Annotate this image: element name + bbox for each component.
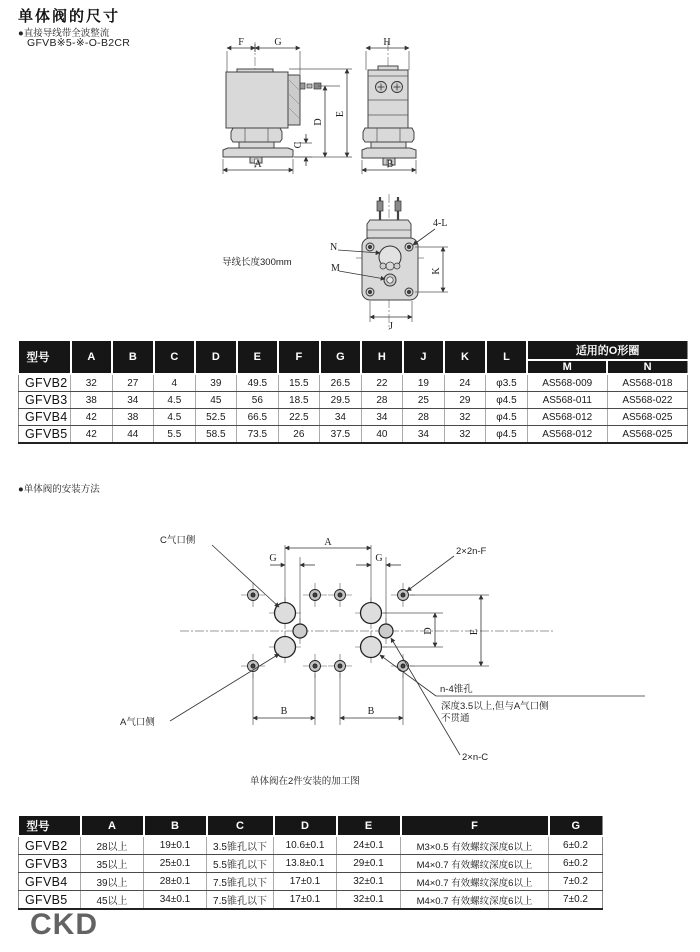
cell: 24±0.1 [337,836,401,855]
f-holes-label: 2×2n-F [456,546,487,557]
cell: 37.5 [320,426,362,444]
mnt-dim-E: E [469,628,480,636]
cell: 32 [444,409,486,426]
cell: 42 [71,409,113,426]
table-row [19,836,603,855]
cell: 35以上 [81,855,144,873]
cell: 49.5 [237,374,279,392]
model-cell: GFVB5 [19,426,71,444]
dim-label-A: A [254,159,262,170]
cell: 56 [237,392,279,409]
valve-dimension-drawing [190,38,470,338]
cell: AS568-012 [527,426,607,444]
cell: 6±0.2 [549,836,603,855]
cell: M3×0.5 有效螺纹深度6以上 [401,836,549,855]
col-header: F [278,341,320,374]
cell: 42 [71,426,113,444]
cell: AS568-009 [527,374,607,392]
cell: 34 [320,409,362,426]
dimension-table [18,341,688,444]
flange-side [223,148,293,157]
model-cell: GFVB3 [19,392,71,409]
col-header: D [274,816,337,836]
cell: 5.5 [154,426,196,444]
cell: 6±0.2 [549,855,603,873]
col-header: C [207,816,274,836]
model-cell: GFVB5 [19,891,81,910]
hex-nut-front [363,128,414,142]
cell: 26.5 [320,374,362,392]
bottom-view-top-block [367,220,411,238]
cell: AS568-018 [607,374,687,392]
lead-wire-note: 导线长度300mm [222,257,292,268]
model-cell: GFVB2 [19,836,81,855]
cell: AS568-025 [607,409,687,426]
cell: 28 [403,409,445,426]
model-cell: GFVB4 [19,409,71,426]
cell: 32 [71,374,113,392]
cell: 4.5 [154,409,196,426]
subtitle-rectifier: ●直接导线带全波整流 [18,28,110,39]
cell: 7±0.2 [549,891,603,910]
model-cell: GFVB3 [19,855,81,873]
col-header: J [403,341,445,374]
table-row [19,374,688,392]
model-cell: GFVB4 [19,873,81,891]
cell: 29.5 [320,392,362,409]
c-holes-label: 2×n-C [462,752,489,763]
cell: 19 [403,374,445,392]
col-header-M: M [527,360,607,374]
cell: 34 [112,392,154,409]
cell: 22 [361,374,403,392]
mnt-dim-G-left: G [269,553,277,564]
cell: 7.5锥孔以下 [207,873,274,891]
cell: 17±0.1 [274,873,337,891]
cell: 32±0.1 [337,873,401,891]
cell: 7.5锥孔以下 [207,891,274,910]
table-row [19,855,603,873]
mnt-dim-A: A [324,537,332,548]
table-row [19,873,603,891]
cell: 39以上 [81,873,144,891]
cell: M4×0.7 有效螺纹深度6以上 [401,873,549,891]
dim-label-F: F [238,38,244,48]
a-port-label: A气口侧 [120,717,155,728]
mounting-caption: 单体阀在2件安装的加工图 [250,776,360,787]
cell: φ4.5 [486,426,528,444]
cell: 22.5 [278,409,320,426]
cell: 3.5锥孔以下 [207,836,274,855]
valve-front-top-bump [378,66,398,70]
cell: 73.5 [237,426,279,444]
col-header: K [444,341,486,374]
dim-label-B: B [386,159,394,170]
c-port-holes [269,597,387,663]
hex-nut-side [231,128,282,142]
col-header-N: N [607,360,687,374]
table-row [19,409,688,426]
cell: M4×0.7 有效螺纹深度6以上 [401,855,549,873]
valve-front-body [368,70,408,128]
valve-neck [239,142,274,148]
mnt-dim-B-right: B [367,706,375,717]
cell: 25 [403,392,445,409]
cell: 39 [195,374,237,392]
col-header: E [337,816,401,836]
cell: AS568-025 [607,426,687,444]
oring-group-header: 适用的O形圈 [527,341,687,360]
cell: 32±0.1 [337,891,401,910]
valve-neck-front [371,142,406,148]
cell: 34 [403,426,445,444]
cell: 44 [112,426,154,444]
n4-hole-note1: 深度3.5以上,但与A气口侧 [441,701,549,712]
cell: 29±0.1 [337,855,401,873]
mnt-dim-B-left: B [280,706,288,717]
col-header: F [401,816,549,836]
cell: 28以上 [81,836,144,855]
col-header-model: 型号 [19,816,81,836]
table-row [19,891,603,910]
cell: 19±0.1 [144,836,207,855]
table-row [19,392,688,409]
dim-label-H: H [383,38,391,48]
n4-hole-label: n-4锥孔 [440,684,473,695]
cell: 18.5 [278,392,320,409]
dim-label-4L: 4-L [433,218,448,229]
c-port-label: C气口侧 [160,535,196,546]
cell: 66.5 [237,409,279,426]
cell: 4.5 [154,392,196,409]
col-header: B [144,816,207,836]
cell: φ4.5 [486,392,528,409]
col-header: G [320,341,362,374]
dim-label-J: J [389,321,393,332]
cell: 38 [71,392,113,409]
section2-title: ●单体阀的安装方法 [18,484,100,495]
dim-label-G: G [274,38,282,48]
dim-label-C: C [293,141,304,149]
cell: 24 [444,374,486,392]
dim-label-K: K [431,267,442,275]
table-row [19,426,688,444]
cell: 28 [361,392,403,409]
cell: 28±0.1 [144,873,207,891]
cell: 58.5 [195,426,237,444]
cell: 25±0.1 [144,855,207,873]
cell: 34±0.1 [144,891,207,910]
cell: 7±0.2 [549,873,603,891]
n4-hole-note2: 不贯通 [441,713,470,724]
cell: 40 [361,426,403,444]
mnt-dim-G-right: G [375,553,383,564]
mounting-table [18,816,603,910]
cell: M4×0.7 有效螺纹深度6以上 [401,891,549,910]
cell: 34 [361,409,403,426]
col-header: A [81,816,144,836]
cell: φ3.5 [486,374,528,392]
cell: 17±0.1 [274,891,337,910]
cell: 45以上 [81,891,144,910]
cell: 27 [112,374,154,392]
cell: 4 [154,374,196,392]
col-header: L [486,341,528,374]
cell: 29 [444,392,486,409]
dim-label-E: E [335,110,346,118]
dim-label-D: D [313,118,324,126]
cell: 45 [195,392,237,409]
ckd-logo: CKD [30,908,98,941]
mounting-diagram [100,525,660,800]
flange-front [362,148,416,158]
cell: AS568-012 [527,409,607,426]
col-header: H [361,341,403,374]
lead-pin [300,83,305,89]
cell: 10.6±0.1 [274,836,337,855]
valve-side-body [226,72,288,128]
cell: AS568-011 [527,392,607,409]
col-header: C [154,341,196,374]
cell: 52.5 [195,409,237,426]
col-header: E [237,341,279,374]
cell: φ4.5 [486,409,528,426]
col-header: A [71,341,113,374]
cell: 38 [112,409,154,426]
dim-label-M: M [331,263,340,274]
cell: 32 [444,426,486,444]
col-header-model: 型号 [19,341,71,374]
model-cell: GFVB2 [19,374,71,392]
page-title: 单体阀的尺寸 [18,8,121,25]
cell: AS568-022 [607,392,687,409]
cell: 26 [278,426,320,444]
dim-label-N: N [330,242,338,253]
model-code: GFVB※5-※-O-B2CR [27,37,131,49]
col-header: D [195,341,237,374]
col-header: B [112,341,154,374]
cell: 15.5 [278,374,320,392]
col-header: G [549,816,603,836]
cell: 5.5锥孔以下 [207,855,274,873]
mnt-dim-D: D [423,627,434,635]
cell: 13.8±0.1 [274,855,337,873]
